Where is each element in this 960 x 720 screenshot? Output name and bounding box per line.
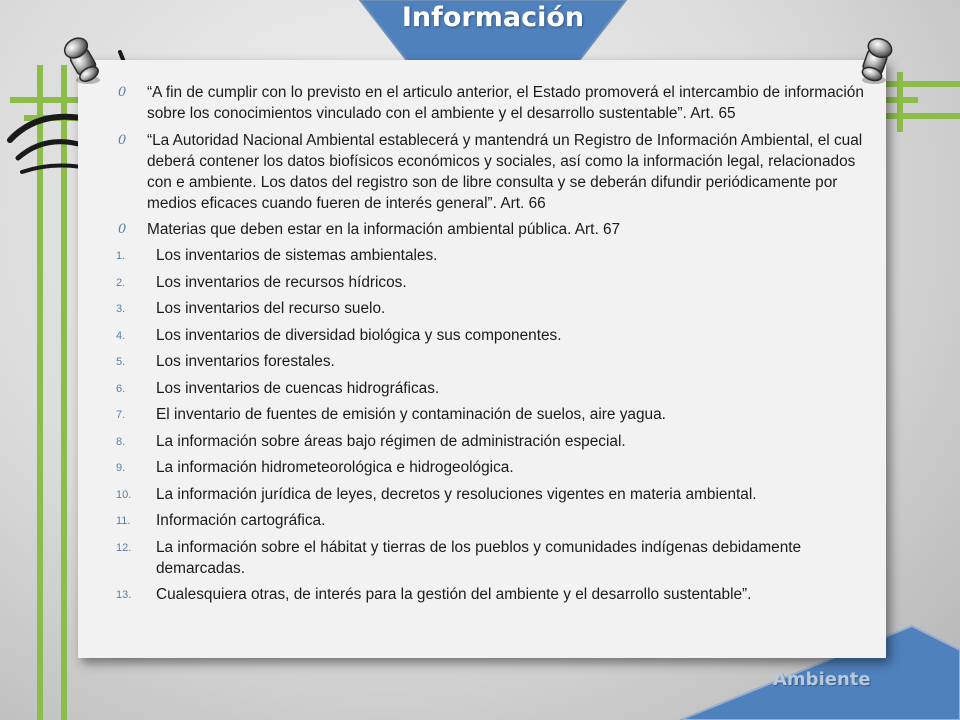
pushpin-icon [852, 36, 900, 88]
item-number: 10. [116, 488, 132, 501]
list-item [116, 82, 864, 124]
item-number: 7. [116, 409, 126, 421]
item-number: 2. [116, 276, 126, 289]
numbered-list-item [116, 404, 864, 425]
item-number: 12. [116, 541, 132, 554]
item-number: 6. [116, 382, 126, 395]
bullet-text: “La Autoridad Nacional Ambiental establecerá y mantendrá un Registro de Información Ambiental, el cual deberá contener los datos biofísicos económicos y sociales, así como la información legal, relacionados con e ambiente. Los datos del registro son de libre consulta y se deberán difundir periódicamente por medios eficaces cuando fueren de interés general”. Art. 66 [147, 132, 863, 212]
item-text: Información cartográfica. [156, 512, 326, 529]
item-text: La información hidrometeorológica e hidrogeológica. [156, 459, 514, 476]
numbered-list-item [116, 272, 864, 293]
numbered-list-item [116, 537, 864, 579]
item-number: 9. [116, 462, 126, 474]
item-text: Los inventarios del recurso suelo. [156, 300, 386, 317]
numbered-list-item [116, 457, 864, 478]
item-text: La información jurídica de leyes, decretos y resoluciones vigentes en materia ambiental. [156, 485, 757, 503]
numbered-list [116, 245, 864, 605]
item-number: 3. [116, 303, 126, 315]
item-text: Los inventarios forestales. [156, 353, 335, 370]
item-number: 5. [116, 356, 126, 368]
bullet-marker: 0 [118, 133, 127, 148]
numbered-list-item [116, 325, 864, 346]
item-text: El inventario de fuentes de emisión y contaminación de suelos, aire yagua. [156, 406, 666, 423]
numbered-list-item [116, 298, 864, 319]
content-card [78, 60, 886, 658]
numbered-list-item [116, 351, 864, 372]
numbered-list-item [116, 510, 864, 531]
item-number: 4. [116, 329, 126, 342]
item-number: 11. [116, 515, 131, 527]
bullet-text: “A fin de cumplir con lo previsto en el articulo anterior, el Estado promoverá el intercambio de información sobre los conocimientos vinculado con el ambiente y el desarrollo sustentable”. Art. 65 [147, 84, 864, 122]
bullet-marker: 0 [118, 222, 127, 237]
item-number: 8. [116, 435, 126, 448]
page-title: Información [401, 2, 585, 33]
numbered-list-item [116, 484, 864, 505]
bullet-list [116, 82, 864, 240]
item-text: Los inventarios de sistemas ambientales. [156, 247, 438, 264]
title-banner [360, 0, 626, 62]
item-text: Los inventarios de diversidad biológica y sus componentes. [156, 326, 562, 344]
bullet-text: Materias que deben estar en la información ambiental pública. Art. 67 [147, 221, 621, 238]
numbered-list-item [116, 378, 864, 399]
numbered-list-item [116, 584, 864, 605]
pushpin-icon [58, 36, 106, 88]
list-item [116, 219, 864, 240]
item-number: 13. [116, 589, 132, 601]
item-text: La información sobre áreas bajo régimen de administración especial. [156, 432, 626, 450]
item-text: Los inventarios de recursos hídricos. [156, 273, 407, 291]
bullet-marker: 0 [118, 85, 127, 100]
footer-label: Ambiente [773, 669, 871, 690]
card-content [116, 82, 864, 611]
numbered-list-item [116, 431, 864, 452]
numbered-list-item [116, 245, 864, 266]
item-text: Los inventarios de cuencas hidrográficas. [156, 379, 440, 397]
item-text: La información sobre el hábitat y tierras de los pueblos y comunidades indígenas debidamente demarcadas. [156, 538, 802, 577]
list-item [116, 130, 864, 214]
item-number: 1. [116, 250, 126, 262]
item-text: Cualesquiera otras, de interés para la gestión del ambiente y el desarrollo sustentable”. [156, 586, 752, 603]
